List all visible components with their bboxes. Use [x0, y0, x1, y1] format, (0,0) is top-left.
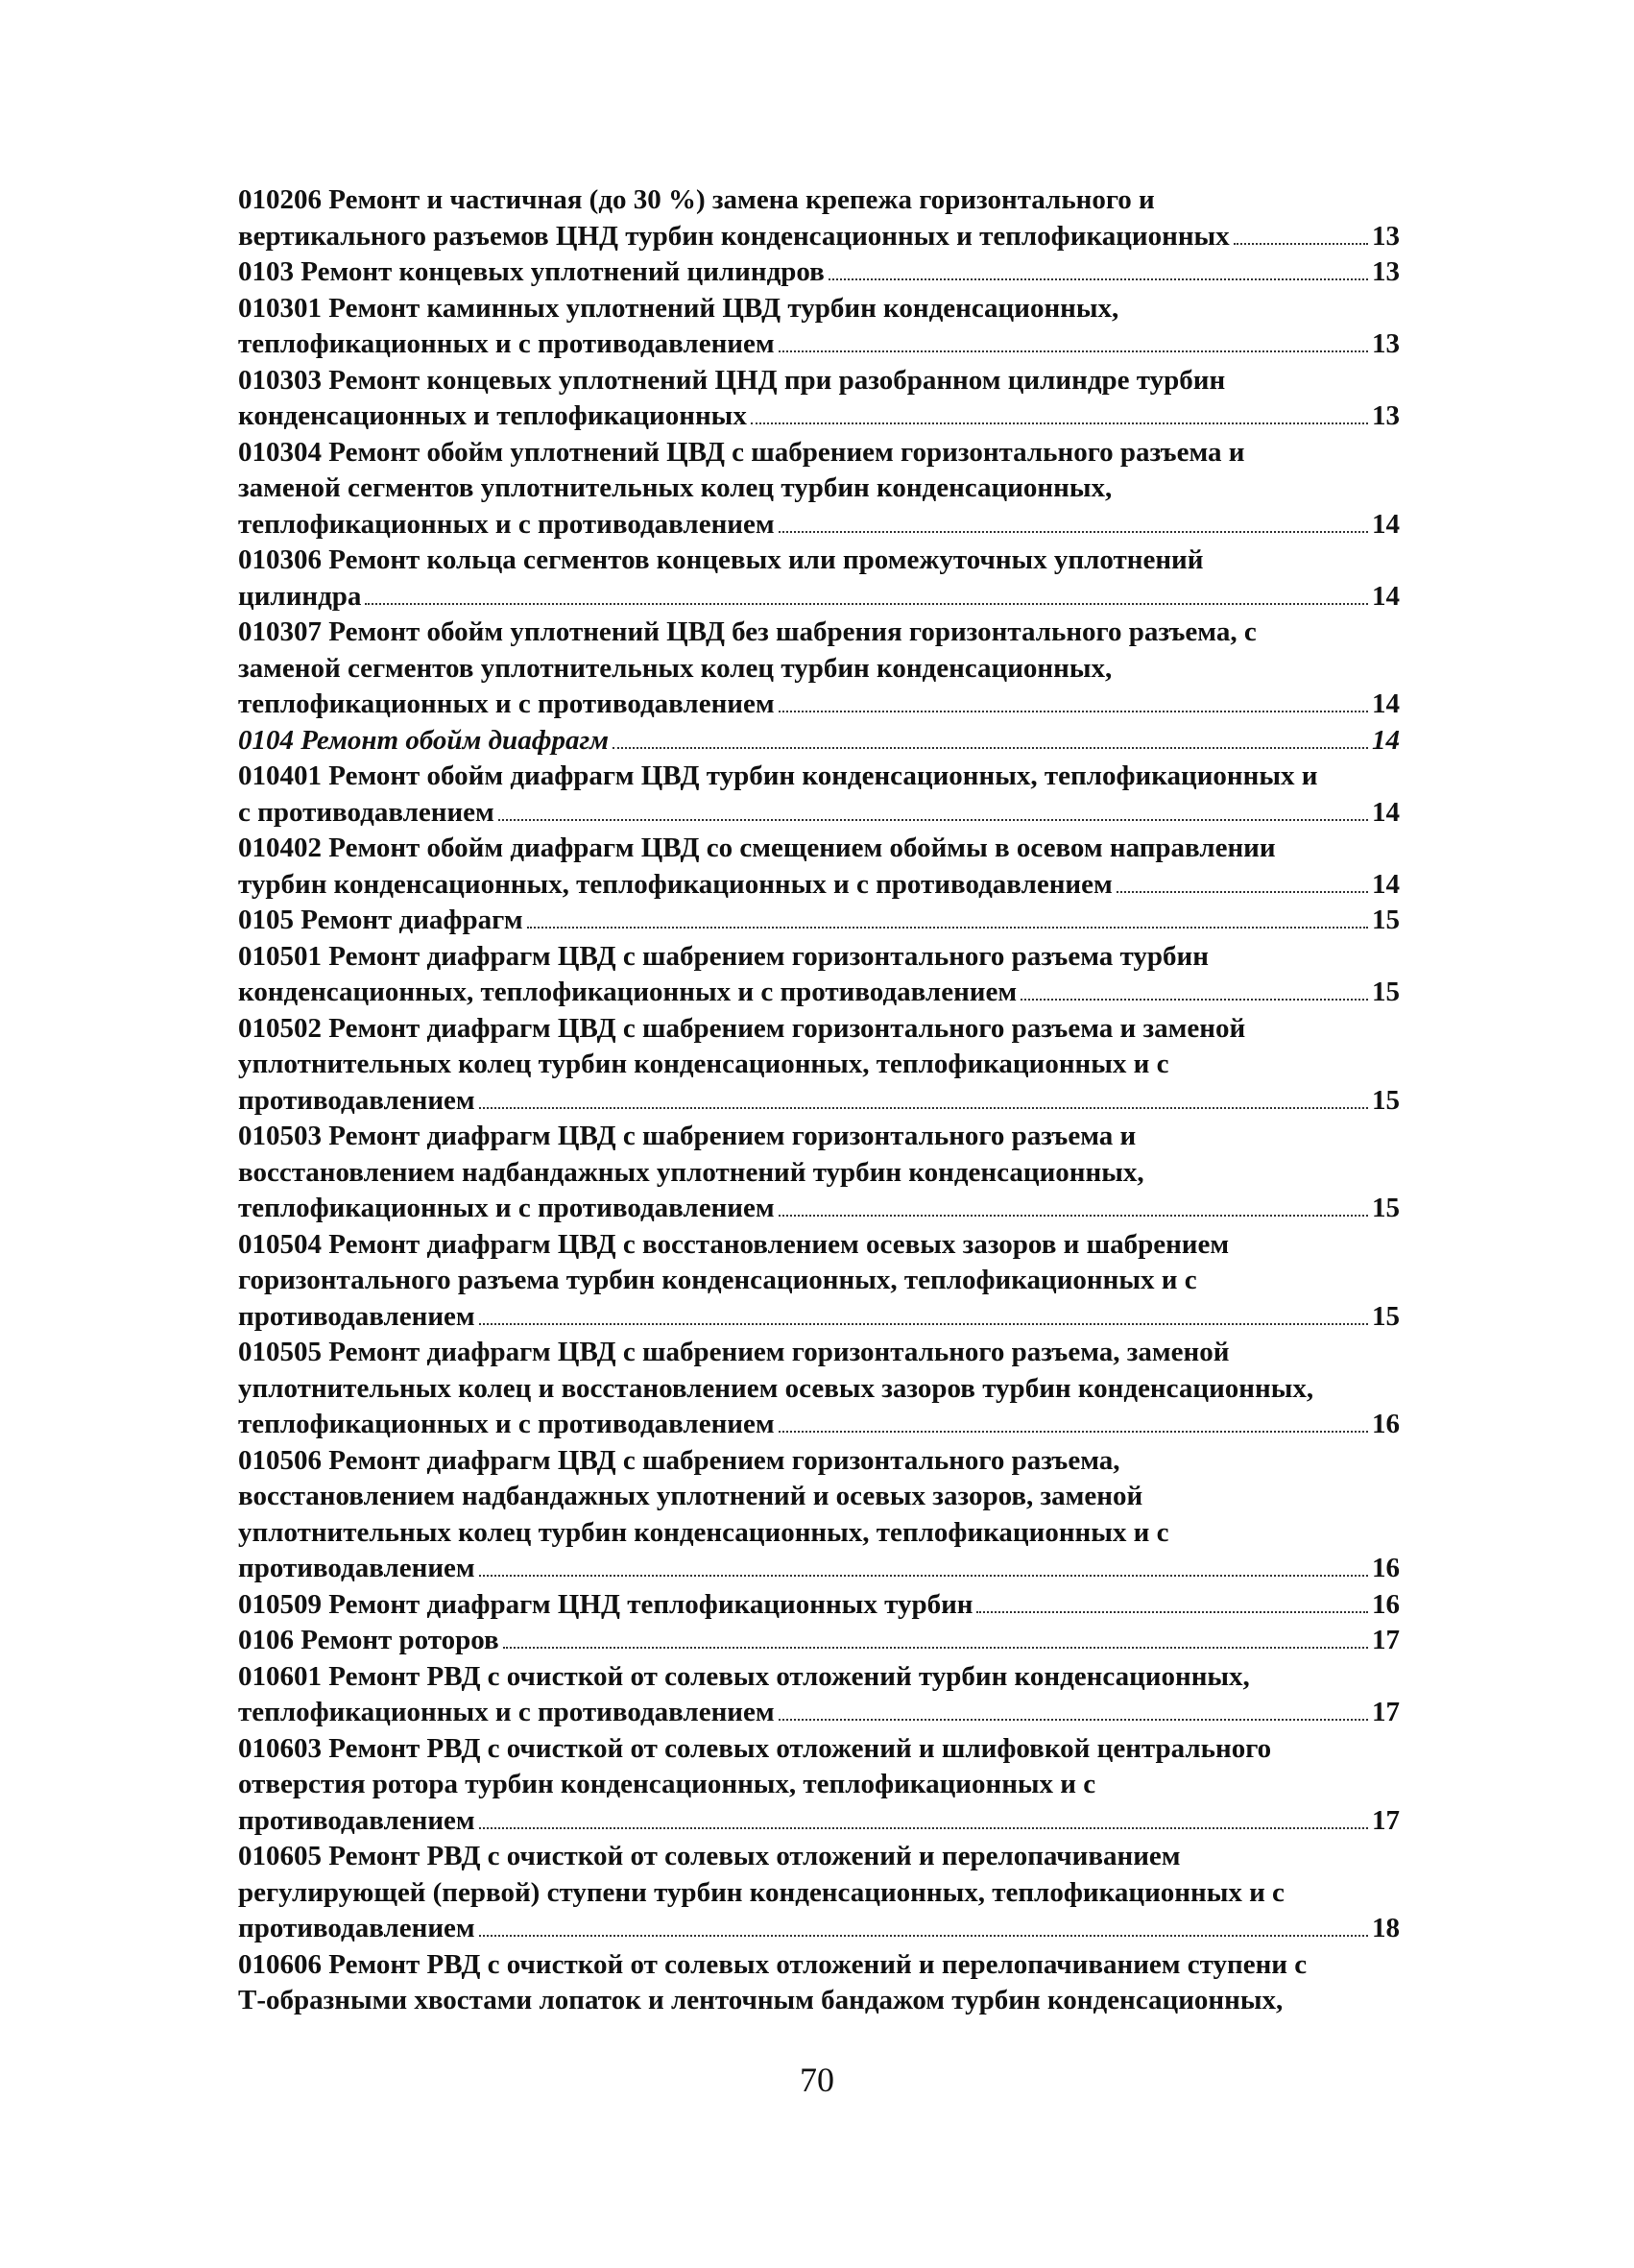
dot-leader	[1021, 999, 1368, 1001]
toc-entry-text: отверстия ротора турбин конденсационных, теплофикационных и с	[238, 1769, 1096, 1799]
toc-page-ref: 17	[1372, 1625, 1400, 1655]
toc-page-ref: 14	[1372, 796, 1400, 828]
dot-leader	[779, 531, 1368, 533]
toc-page-ref: 14	[1372, 724, 1400, 756]
dot-leader	[779, 1719, 1368, 1721]
toc-entry-last-line	[238, 723, 1400, 760]
toc-entry-text: теплофикационных и с противодавлением	[238, 1193, 775, 1223]
toc-entry-last-line	[238, 1299, 1400, 1336]
dot-leader	[1117, 891, 1368, 893]
toc-entry-text: восстановлением надбандажных уплотнений турбин конденсационных,	[238, 1156, 1144, 1188]
toc-entry-last-line	[238, 1407, 1400, 1443]
toc-entry-text: 010506 Ремонт диафрагм ЦВД с шабрением горизонтального разъема,	[238, 1444, 1120, 1476]
toc-page-ref: 14	[1372, 688, 1400, 719]
toc-entry	[238, 435, 1400, 543]
dot-leader	[779, 711, 1368, 712]
toc-entry	[238, 1731, 1400, 1840]
toc-page-ref: 16	[1372, 1553, 1400, 1583]
toc-entry-text: теплофикационных и с противодавлением	[238, 1409, 775, 1439]
toc-entry-text: уплотнительных колец турбин конденсационных, теплофикационных и с	[238, 1516, 1169, 1548]
dot-leader	[479, 1107, 1368, 1109]
toc-entry-last-line	[238, 1623, 1400, 1659]
toc-page-ref: 14	[1372, 580, 1400, 612]
toc-entry-last-line	[238, 1911, 1400, 1947]
toc-entry-text: с противодавлением	[238, 796, 494, 828]
toc-entry-last-line	[238, 579, 1400, 615]
toc-entry-text: теплофикационных и с противодавлением	[238, 508, 775, 540]
toc-entry-last-line	[238, 687, 1400, 723]
toc-entry-last-line	[238, 1587, 1400, 1624]
toc-page-ref: 13	[1372, 256, 1400, 287]
toc-entry-last-line	[238, 1083, 1400, 1120]
toc-entry	[238, 254, 1400, 291]
toc-entry-last-line	[238, 326, 1400, 363]
dot-leader	[479, 1935, 1368, 1937]
dot-leader	[498, 819, 1368, 821]
toc-entry-text: 010303 Ремонт концевых уплотнений ЦНД при разобранном цилиндре турбин	[238, 364, 1226, 396]
toc-entry-text: 010402 Ремонт обойм диафрагм ЦВД со смещением обоймы в осевом направлении	[238, 832, 1276, 863]
dot-leader	[527, 927, 1368, 929]
toc-entry-last-line	[238, 903, 1400, 939]
toc-entry	[238, 1839, 1400, 1947]
toc-entry	[238, 1335, 1400, 1443]
toc-entry-last-line	[238, 1191, 1400, 1227]
dot-leader	[779, 1215, 1368, 1217]
dot-leader	[779, 350, 1368, 352]
toc-entry	[238, 1443, 1400, 1587]
toc-entry	[238, 1659, 1400, 1731]
table-of-contents	[238, 182, 1400, 2019]
toc-entry-text: цилиндра	[238, 580, 362, 612]
toc-entry	[238, 1227, 1400, 1336]
toc-entry-text: 010306 Ремонт кольца сегментов концевых или промежуточных уплотнений	[238, 544, 1204, 575]
toc-page-ref: 15	[1372, 977, 1400, 1007]
toc-entry	[238, 1119, 1400, 1227]
toc-entry-text: конденсационных, теплофикационных и с противодавлением	[238, 977, 1018, 1007]
dot-leader	[976, 1611, 1368, 1613]
toc-entry	[238, 939, 1400, 1011]
toc-entry-text: 0105 Ремонт диафрагм	[238, 905, 523, 935]
toc-entry	[238, 363, 1400, 435]
toc-entry-text: теплофикационных и с противодавлением	[238, 688, 775, 719]
dot-leader	[829, 278, 1368, 280]
toc-entry-last-line	[238, 975, 1400, 1011]
dot-leader	[779, 1431, 1368, 1433]
toc-entry-text: 010304 Ремонт обойм уплотнений ЦВД с шабрением горизонтального разъема и	[238, 436, 1245, 468]
dot-leader	[503, 1647, 1368, 1649]
toc-page-ref: 16	[1372, 1409, 1400, 1439]
toc-entry-text: 0103 Ремонт концевых уплотнений цилиндров	[238, 256, 825, 287]
toc-entry-last-line	[238, 219, 1400, 255]
toc-page-ref: 16	[1372, 1588, 1400, 1620]
toc-entry-text: противодавлением	[238, 1084, 475, 1116]
dot-leader	[479, 1575, 1368, 1577]
toc-entry-text: уплотнительных колец и восстановлением осевых зазоров турбин конденсационных,	[238, 1372, 1314, 1404]
toc-entry	[238, 182, 1400, 254]
toc-entry-text: 010307 Ремонт обойм уплотнений ЦВД без шабрения горизонтального разъема, с	[238, 616, 1257, 647]
toc-entry-last-line	[238, 254, 1400, 291]
toc-entry-text: регулирующей (первой) ступени турбин конденсационных, теплофикационных и с	[238, 1876, 1285, 1908]
toc-entry	[238, 759, 1400, 831]
toc-entry-text: противодавлением	[238, 1913, 475, 1943]
toc-page-ref: 17	[1372, 1697, 1400, 1727]
toc-entry-text: конденсационных и теплофикационных	[238, 400, 747, 431]
toc-page-ref: 15	[1372, 1300, 1400, 1332]
toc-page-ref: 14	[1372, 868, 1400, 900]
toc-entry-last-line	[238, 398, 1400, 435]
toc-entry-text: теплофикационных и с противодавлением	[238, 328, 775, 359]
toc-entry-text: противодавлением	[238, 1804, 475, 1836]
toc-entry-text: горизонтального разъема турбин конденсационных, теплофикационных и с	[238, 1265, 1197, 1295]
toc-entry-text: 010504 Ремонт диафрагм ЦВД с восстановлением осевых зазоров и шабрением	[238, 1228, 1230, 1260]
toc-page-ref: 13	[1372, 400, 1400, 431]
page-number: 70	[800, 2061, 834, 2099]
toc-entry-last-line	[238, 1803, 1400, 1840]
toc-entry-text: 010605 Ремонт РВД с очисткой от солевых отложений и перелопачиванием	[238, 1841, 1181, 1871]
toc-entry-text: Т-образными хвостами лопаток и ленточным бандажом турбин конденсационных,	[238, 1985, 1284, 2015]
toc-entry-text: 0106 Ремонт роторов	[238, 1625, 499, 1655]
toc-entry-text: 010503 Ремонт диафрагм ЦВД с шабрением горизонтального разъема и	[238, 1121, 1137, 1151]
dot-leader	[751, 422, 1368, 424]
toc-entry-last-line	[238, 795, 1400, 832]
toc-entry-text: теплофикационных и с противодавлением	[238, 1697, 775, 1727]
toc-entry	[238, 1011, 1400, 1120]
toc-page-ref: 15	[1372, 1193, 1400, 1223]
toc-entry	[238, 543, 1400, 615]
toc-entry-text: 010401 Ремонт обойм диафрагм ЦВД турбин конденсационных, теплофикационных и	[238, 760, 1318, 791]
toc-entry-text: турбин конденсационных, теплофикационных и с противодавлением	[238, 868, 1113, 900]
dot-leader	[479, 1827, 1368, 1829]
toc-entry-text: 010509 Ремонт диафрагм ЦНД теплофикационных турбин	[238, 1588, 973, 1620]
toc-entry	[238, 1623, 1400, 1659]
dot-leader	[479, 1323, 1368, 1325]
toc-entry	[238, 903, 1400, 939]
toc-entry-text: уплотнительных колец турбин конденсационных, теплофикационных и с	[238, 1049, 1169, 1079]
toc-entry-text: 0104 Ремонт обойм диафрагм	[238, 724, 610, 756]
toc-entry-text: 010301 Ремонт каминных уплотнений ЦВД турбин конденсационных,	[238, 292, 1119, 324]
toc-entry-text: заменой сегментов уплотнительных колец турбин конденсационных,	[238, 472, 1113, 503]
toc-entry-text: 010501 Ремонт диафрагм ЦВД с шабрением горизонтального разъема турбин	[238, 940, 1209, 972]
toc-page-ref: 13	[1372, 328, 1400, 359]
toc-page-ref: 15	[1372, 905, 1400, 935]
toc-entry	[238, 831, 1400, 903]
toc-page-ref: 15	[1372, 1084, 1400, 1116]
toc-entry-last-line	[238, 1695, 1400, 1731]
dot-leader	[365, 603, 1368, 605]
toc-entry	[238, 1587, 1400, 1624]
toc-entry-text: 010206 Ремонт и частичная (до 30 %) замена крепежа горизонтального и	[238, 184, 1155, 215]
toc-entry-last-line	[238, 867, 1400, 904]
toc-page-ref: 14	[1372, 508, 1400, 540]
dot-leader	[613, 747, 1368, 749]
toc-page-ref: 18	[1372, 1913, 1400, 1943]
toc-entry	[238, 1947, 1400, 2019]
toc-entry-text: 010601 Ремонт РВД с очисткой от солевых отложений турбин конденсационных,	[238, 1660, 1250, 1692]
toc-entry-text: вертикального разъемов ЦНД турбин конденсационных и теплофикационных	[238, 220, 1230, 252]
toc-page-ref: 17	[1372, 1804, 1400, 1836]
toc-entry	[238, 291, 1400, 363]
toc-entry	[238, 723, 1400, 760]
toc-page-ref: 13	[1372, 220, 1400, 252]
toc-entry-text: восстановлением надбандажных уплотнений и осевых зазоров, заменой	[238, 1481, 1143, 1511]
toc-entry-text: 010502 Ремонт диафрагм ЦВД с шабрением горизонтального разъема и заменой	[238, 1012, 1246, 1044]
toc-entry-last-line	[238, 1551, 1400, 1587]
toc-entry-last-line	[238, 507, 1400, 543]
toc-entry-text: 010603 Ремонт РВД с очисткой от солевых отложений и шлифовкой центрального	[238, 1732, 1272, 1764]
toc-entry-text: противодавлением	[238, 1300, 475, 1332]
dot-leader	[1234, 243, 1368, 245]
toc-entry	[238, 615, 1400, 723]
toc-entry-text: противодавлением	[238, 1553, 475, 1583]
toc-entry-text: заменой сегментов уплотнительных колец турбин конденсационных,	[238, 652, 1113, 684]
toc-entry-text: 010606 Ремонт РВД с очисткой от солевых отложений и перелопачиванием ступени с	[238, 1948, 1308, 1980]
toc-entry-text: 010505 Ремонт диафрагм ЦВД с шабрением горизонтального разъема, заменой	[238, 1337, 1230, 1367]
